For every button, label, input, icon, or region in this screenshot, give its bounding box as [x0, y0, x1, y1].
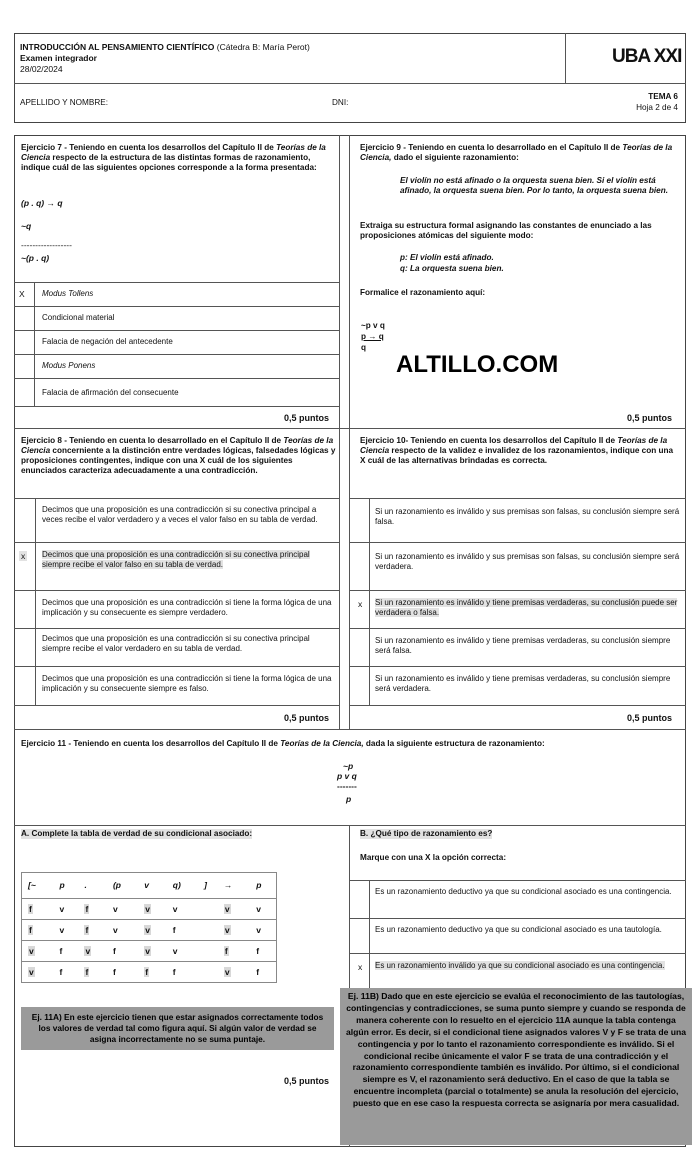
ex7-rule: ------------------: [21, 240, 72, 250]
ex8-option-1[interactable]: Decimos que una proposición es una contradicción si su conectiva principal a veces recibe el valor verdadero y a veces el valor falso en su tabla de verdad.: [42, 505, 318, 524]
ex9-answer-line-1: ~p v q: [361, 321, 385, 330]
ex9-instruction: Extraiga su estructura formal asignando las constantes de enunciado a las proposiciones atómicas del siguiente modo:: [360, 221, 652, 240]
ex11-premise-1: ~p: [343, 761, 354, 771]
ex7-option-2[interactable]: Condicional material: [42, 313, 115, 322]
table-cell[interactable]: f: [85, 924, 89, 935]
table-cell[interactable]: v: [29, 945, 34, 956]
uba-logo: UBA XXI: [612, 46, 682, 67]
ex9-constant-p: p: El violín está afinado.: [400, 253, 494, 262]
table-row: [22, 899, 277, 920]
exam-date: 28/02/2024: [20, 64, 63, 74]
ex11-rule: -------: [337, 781, 357, 791]
table-cell[interactable]: v: [145, 945, 151, 956]
tt-h5: q): [172, 880, 181, 891]
ex10-option-5[interactable]: Si un razonamiento es inválido y tiene premisas verdaderas, su conclusión siempre será verdadera.: [375, 674, 671, 693]
table-cell: v: [112, 924, 118, 935]
table-cell[interactable]: v: [145, 903, 151, 914]
ex10-option-3-mark[interactable]: x: [358, 599, 363, 609]
table-cell[interactable]: v: [224, 924, 230, 935]
ex11-note-b: Ej. 11B) Dado que en este ejercicio se evalúa el reconocimiento de las tautologías, contingencias y contradicciones, se suma punto siempre y cuando se responda de manera coherente con lo resuelto en el ejercicio 11A aunque la tabla contenga algún error. Es decir, si el condicional tiene asignados valores V y F se trata de una contingencia y por lo tanto el razonamiento correspondiente es inválido. Si el condicional recibe únicamente el valor F se trata de una contradicción y el razonamiento correspondiente también es inválido. Por último, si el condicional siempre es V, el razonamiento será deductivo. En el caso de que la tabla se encuentre incompleta (parcial o totalmente) se anula la resolución del ejercicio, puesto que en ese caso la respuesta correcta se asignaría por mera casualidad.: [340, 988, 692, 1145]
table-cell[interactable]: f: [29, 924, 32, 935]
tt-h2: .: [84, 880, 87, 891]
watermark: ALTILLO.COM: [396, 351, 559, 378]
ex8-option-2-mark[interactable]: x: [21, 551, 26, 561]
ex10-points: 0,5 puntos: [627, 713, 673, 723]
table-cell: f: [112, 966, 116, 977]
table-cell[interactable]: v: [29, 966, 34, 977]
table-cell: v: [256, 903, 262, 914]
ex10-option-1[interactable]: Si un razonamiento es inválido y sus premisas son falsas, su conclusión siempre será falsa.: [375, 507, 680, 526]
ex7-statement: Ejercicio 7 - Teniendo en cuenta los desarrollos del Capítulo II de Teorías de la Ciencia respecto de la estructura de las distintas formas de razonamiento, indique cuál de las siguientes opciones corresponde a la forma presentada:: [21, 143, 326, 172]
ex8-option-2[interactable]: Decimos que una proposición es una contradicción si su conectiva principal siempre recibe el valor falso en su tabla de verdad.: [42, 550, 310, 569]
table-cell: v: [172, 903, 178, 914]
ex9-answer-line-3: q: [361, 343, 367, 352]
course-title-line: [20, 42, 310, 52]
ex11-partB-option-2[interactable]: Es un razonamiento deductivo ya que su condicional asociado es una tautología.: [375, 925, 662, 934]
ex7-premise-2: ~q: [21, 221, 32, 231]
ex11-partB-title: B. ¿Qué tipo de razonamiento es?: [360, 829, 493, 838]
tt-h7: →: [223, 880, 233, 891]
tema-label: TEMA 6: [648, 92, 678, 101]
ex11-premise-2: p v q: [337, 771, 357, 781]
ex11-conclusion: p: [346, 794, 352, 804]
ex8-option-3[interactable]: Decimos que una proposición es una contradicción si tiene la forma lógica de una implicación y su consecuente es siempre verdadero.: [42, 598, 332, 617]
ex7-option-1-mark[interactable]: X: [19, 289, 25, 299]
table-cell: f: [59, 966, 63, 977]
table-cell: f: [172, 924, 176, 935]
ex9-constant-q: q: La orquesta suena bien.: [400, 264, 504, 273]
table-cell: v: [172, 945, 178, 956]
tt-h6: ]: [204, 880, 207, 891]
table-row: [22, 920, 277, 941]
table-cell[interactable]: f: [145, 966, 149, 977]
ex7-option-5[interactable]: Falacia de afirmación del consecuente: [42, 388, 179, 397]
ex11-note-a: Ej. 11A) En este ejercicio tienen que estar asignados correctamente todos los valores de verdad tal como figura aquí. Si algún valor de verdad se asigna incorrectamente no se suma puntaje.: [21, 1007, 334, 1050]
ex9-formalize-label: Formalice el razonamiento aquí:: [360, 288, 486, 297]
ex7-points: 0,5 puntos: [284, 413, 330, 423]
ex10-statement: Ejercicio 10- Teniendo en cuenta los desarrollos del Capítulo II de Teorías de la Ciencia respecto de la validez e invalidez de los razonamientos, indique con una X cuál de las alternativas brindadas es correcta.: [360, 436, 674, 465]
tt-h4: v: [144, 880, 150, 891]
ex11-partB-option-3[interactable]: Es un razonamiento inválido ya que su condicional asociado es una contingencia.: [375, 961, 665, 970]
table-cell[interactable]: f: [224, 945, 228, 956]
truth-table: [21, 872, 277, 983]
table-cell[interactable]: v: [85, 945, 91, 956]
tt-h0: [~: [28, 880, 36, 891]
course-title: INTRODUCCIÓN AL PENSAMIENTO CIENTÍFICO: [20, 42, 215, 52]
table-cell[interactable]: f: [85, 903, 89, 914]
table-cell[interactable]: v: [145, 924, 151, 935]
ex8-option-4[interactable]: Decimos que una proposición es una contradicción si su conectiva principal siempre recibe el valor verdadero en su tabla de verdad.: [42, 634, 310, 653]
table-cell[interactable]: v: [224, 966, 230, 977]
table-row: [22, 941, 277, 962]
table-cell: v: [112, 903, 118, 914]
exam-type: Examen integrador: [20, 53, 97, 63]
ex11-partB-option-1[interactable]: Es un razonamiento deductivo ya que su condicional asociado es una contingencia.: [375, 887, 672, 896]
tt-h1: p: [59, 880, 65, 891]
ex7-option-4[interactable]: Modus Ponens: [42, 361, 96, 370]
ex11-partA-title: A. Complete la tabla de verdad de su condicional asociado:: [21, 829, 253, 838]
table-cell: f: [112, 945, 116, 956]
dni-label: DNI:: [332, 98, 349, 107]
ex9-points: 0,5 puntos: [627, 413, 673, 423]
ex10-option-4[interactable]: Si un razonamiento es inválido y tiene premisas verdaderas, su conclusión siempre será falsa.: [375, 636, 671, 655]
ex8-statement: Ejercicio 8 - Teniendo en cuenta lo desarrollado en el Capítulo II de Teorías de la Ciencia concerniente a la distinción entre verdades lógicas, falsedades lógicas y proposiciones contingentes, indique con una X cuál de los siguientes enunciados caracteriza adecuadamente a una contradicción.: [21, 436, 336, 475]
ex9-answer-line-2: p → q: [361, 332, 384, 341]
ex10-option-3[interactable]: Si un razonamiento es inválido y tiene premisas verdaderas, su conclusión puede ser verdadera o falsa.: [375, 598, 678, 617]
ex10-option-2[interactable]: Si un razonamiento es inválido y sus premisas son falsas, su conclusión siempre será verdadera.: [375, 552, 680, 571]
ex7-premise-1: (p . q) → q: [21, 198, 63, 208]
ex11-partB-instruction: Marque con una X la opción correcta:: [360, 853, 507, 862]
table-cell: v: [59, 903, 65, 914]
ex11-points: 0,5 puntos: [284, 1076, 330, 1086]
table-row: [22, 962, 277, 983]
table-cell: v: [59, 924, 65, 935]
table-cell: f: [59, 945, 63, 956]
name-label: APELLIDO Y NOMBRE:: [20, 98, 108, 107]
hoja-label: Hoja 2 de 4: [636, 103, 678, 112]
ex9-argument: El violín no está afinado o la orquesta suena bien. Si el violín está afinado, la orquesta suena bien. Por lo tanto, la orquesta suena bien.: [400, 176, 668, 195]
table-cell[interactable]: v: [224, 903, 230, 914]
table-cell[interactable]: f: [29, 903, 32, 914]
table-cell: f: [256, 966, 260, 977]
ex7-option-3[interactable]: Falacia de negación del antecedente: [42, 337, 173, 346]
tt-h3: (p: [112, 880, 121, 891]
ex11-partB-option-3-mark[interactable]: x: [358, 962, 363, 972]
ex9-statement: Ejercicio 9 - Teniendo en cuenta lo desarrollado en el Capítulo II de Teorías de la Ciencia, dado el siguiente razonamiento:: [360, 143, 673, 162]
ex11-statement: Ejercicio 11 - Teniendo en cuenta los desarrollos del Capítulo II de Teorías de la Ciencia, dada la siguiente estructura de razonamiento:: [21, 739, 545, 748]
table-cell: f: [172, 966, 176, 977]
course-chair: (Cátedra B: María Perot): [216, 42, 310, 52]
ex7-conclusion: ~(p . q): [21, 253, 50, 263]
table-cell: v: [256, 924, 262, 935]
table-cell: f: [256, 945, 260, 956]
ex8-option-5[interactable]: Decimos que una proposición es una contradicción si tiene la forma lógica de una implicación y su consecuente siempre es falso.: [42, 674, 332, 693]
tt-h8: p: [256, 880, 262, 891]
truth-table-header: [22, 873, 277, 899]
table-cell[interactable]: f: [85, 966, 89, 977]
ex8-points: 0,5 puntos: [284, 713, 330, 723]
ex7-option-1[interactable]: Modus Tollens: [42, 289, 94, 298]
